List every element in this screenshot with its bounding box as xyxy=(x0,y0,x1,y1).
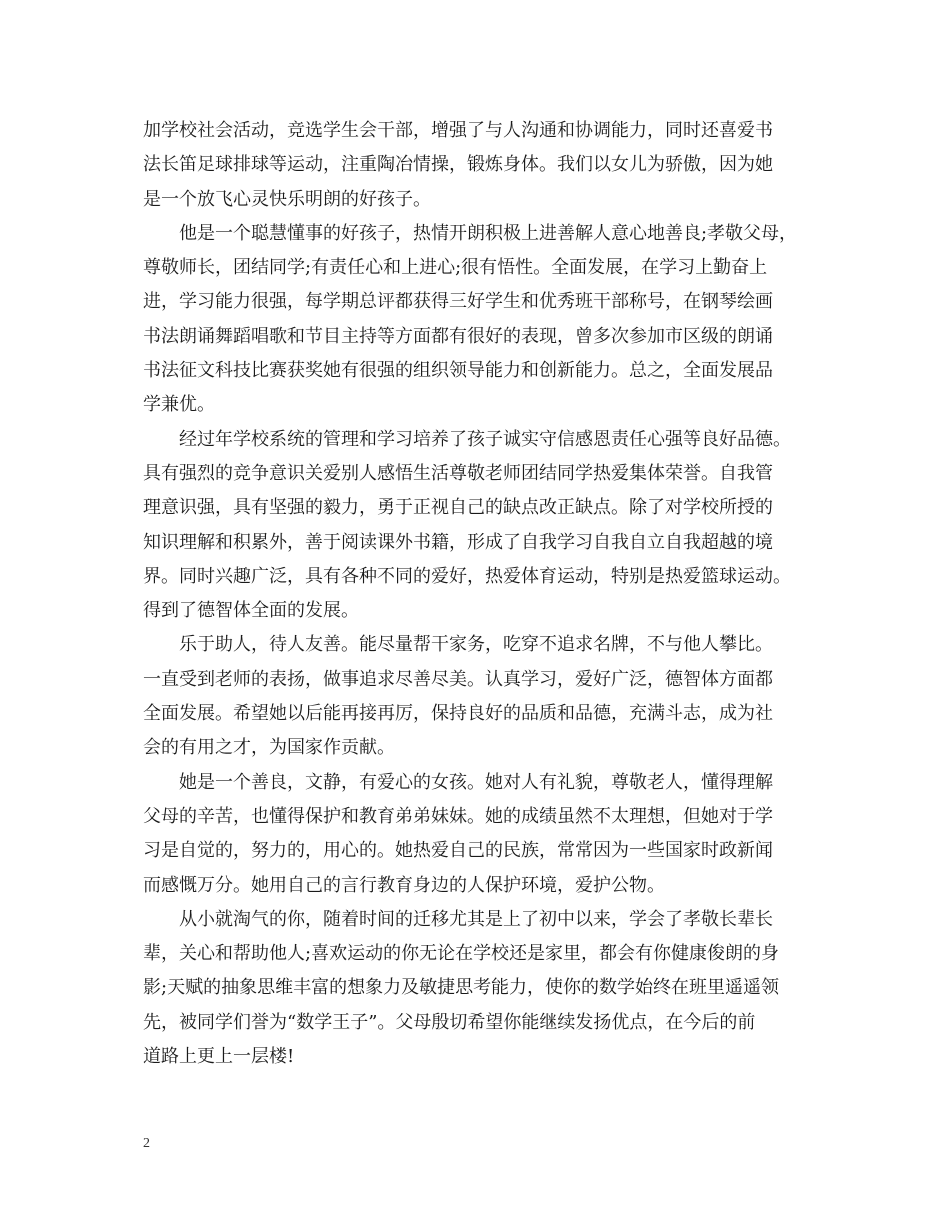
text-line: 得到了德智体全面的发展。 xyxy=(143,600,359,622)
text-line: 他是一个聪慧懂事的好孩子，热情开朗积极上进善解人意心地善良;孝敬父母， xyxy=(179,222,798,244)
text-line: 是一个放飞心灵快乐明朗的好孩子。 xyxy=(143,188,431,210)
text-line: 书法征文科技比赛获奖她有很强的组织领导能力和创新能力。总之，全面发展品 xyxy=(143,360,773,382)
text-line: 道路上更上一层楼! xyxy=(143,1046,295,1068)
text-line: 界。同时兴趣广泛，具有各种不同的爱好，热爱体育运动，特别是热爱篮球运动。 xyxy=(143,565,791,587)
document-body xyxy=(143,114,815,1074)
text-line: 书法朗诵舞蹈唱歌和节目主持等方面都有很好的表现，曾多次参加市区级的朗诵 xyxy=(143,325,773,347)
text-line: 尊敬师长，团结同学;有责任心和上进心;很有悟性。全面发展，在学习上勤奋上 xyxy=(143,257,768,279)
text-line: 乐于助人，待人友善。能尽量帮干家务，吃穿不追求名牌，不与他人攀比。 xyxy=(179,634,773,656)
text-line: 知识理解和积累外，善于阅读课外书籍，形成了自我学习自我自立自我超越的境 xyxy=(143,531,773,553)
text-line: 会的有用之才，为国家作贡献。 xyxy=(143,737,395,759)
text-line: 加学校社会活动，竞选学生会干部，增强了与人沟通和协调能力，同时还喜爱书 xyxy=(143,120,773,141)
text-line: 经过年学校系统的管理和学习培养了孩子诚实守信感恩责任心强等良好品德。 xyxy=(179,428,791,450)
text-line: 习是自觉的，努力的，用心的。她热爱自己的民族，常常因为一些国家时政新闻 xyxy=(143,840,773,862)
text-line: 而感慨万分。她用自己的言行教育身边的人保护环境，爱护公物。 xyxy=(143,874,665,896)
text-line: 全面发展。希望她以后能再接再厉，保持良好的品质和品德，充满斗志，成为社 xyxy=(143,703,773,725)
text-line: 从小就淘气的你，随着时间的迁移尤其是上了初中以来，学会了孝敬长辈长 xyxy=(179,908,773,930)
text-line: 进，学习能力很强，每学期总评都获得三好学生和优秀班干部称号，在钢琴绘画 xyxy=(143,291,773,313)
text-line: 具有强烈的竞争意识关爱别人感悟生活尊敬老师团结同学热爱集体荣誉。自我管 xyxy=(143,462,773,484)
text-line: 理意识强，具有坚强的毅力，勇于正视自己的缺点改正缺点。除了对学校所授的 xyxy=(143,497,773,519)
text-line: 辈，关心和帮助他人;喜欢运动的你无论在学校还是家里，都会有你健康俊朗的身 xyxy=(143,943,780,965)
text-line: 她是一个善良，文静，有爱心的女孩。她对人有礼貌，尊敬老人，懂得理解 xyxy=(179,771,773,793)
text-line: 法长笛足球排球等运动，注重陶冶情操，锻炼身体。我们以女儿为骄傲，因为她 xyxy=(143,154,773,176)
text-line: 先，被同学们誉为“数学王子”。父母殷切希望你能继续发扬优点，在今后的前 xyxy=(143,1011,756,1033)
page-number: 2 xyxy=(143,1136,150,1151)
text-line: 一直受到老师的表扬，做事追求尽善尽美。认真学习，爱好广泛，德智体方面都 xyxy=(143,668,773,690)
text-line: 影;天赋的抽象思维丰富的想象力及敏捷思考能力，使你的数学始终在班里遥遥领 xyxy=(143,977,780,999)
text-line: 学兼优。 xyxy=(143,394,215,416)
text-line: 父母的辛苦，也懂得保护和教育弟弟妹妹。她的成绩虽然不太理想，但她对于学 xyxy=(143,805,773,827)
